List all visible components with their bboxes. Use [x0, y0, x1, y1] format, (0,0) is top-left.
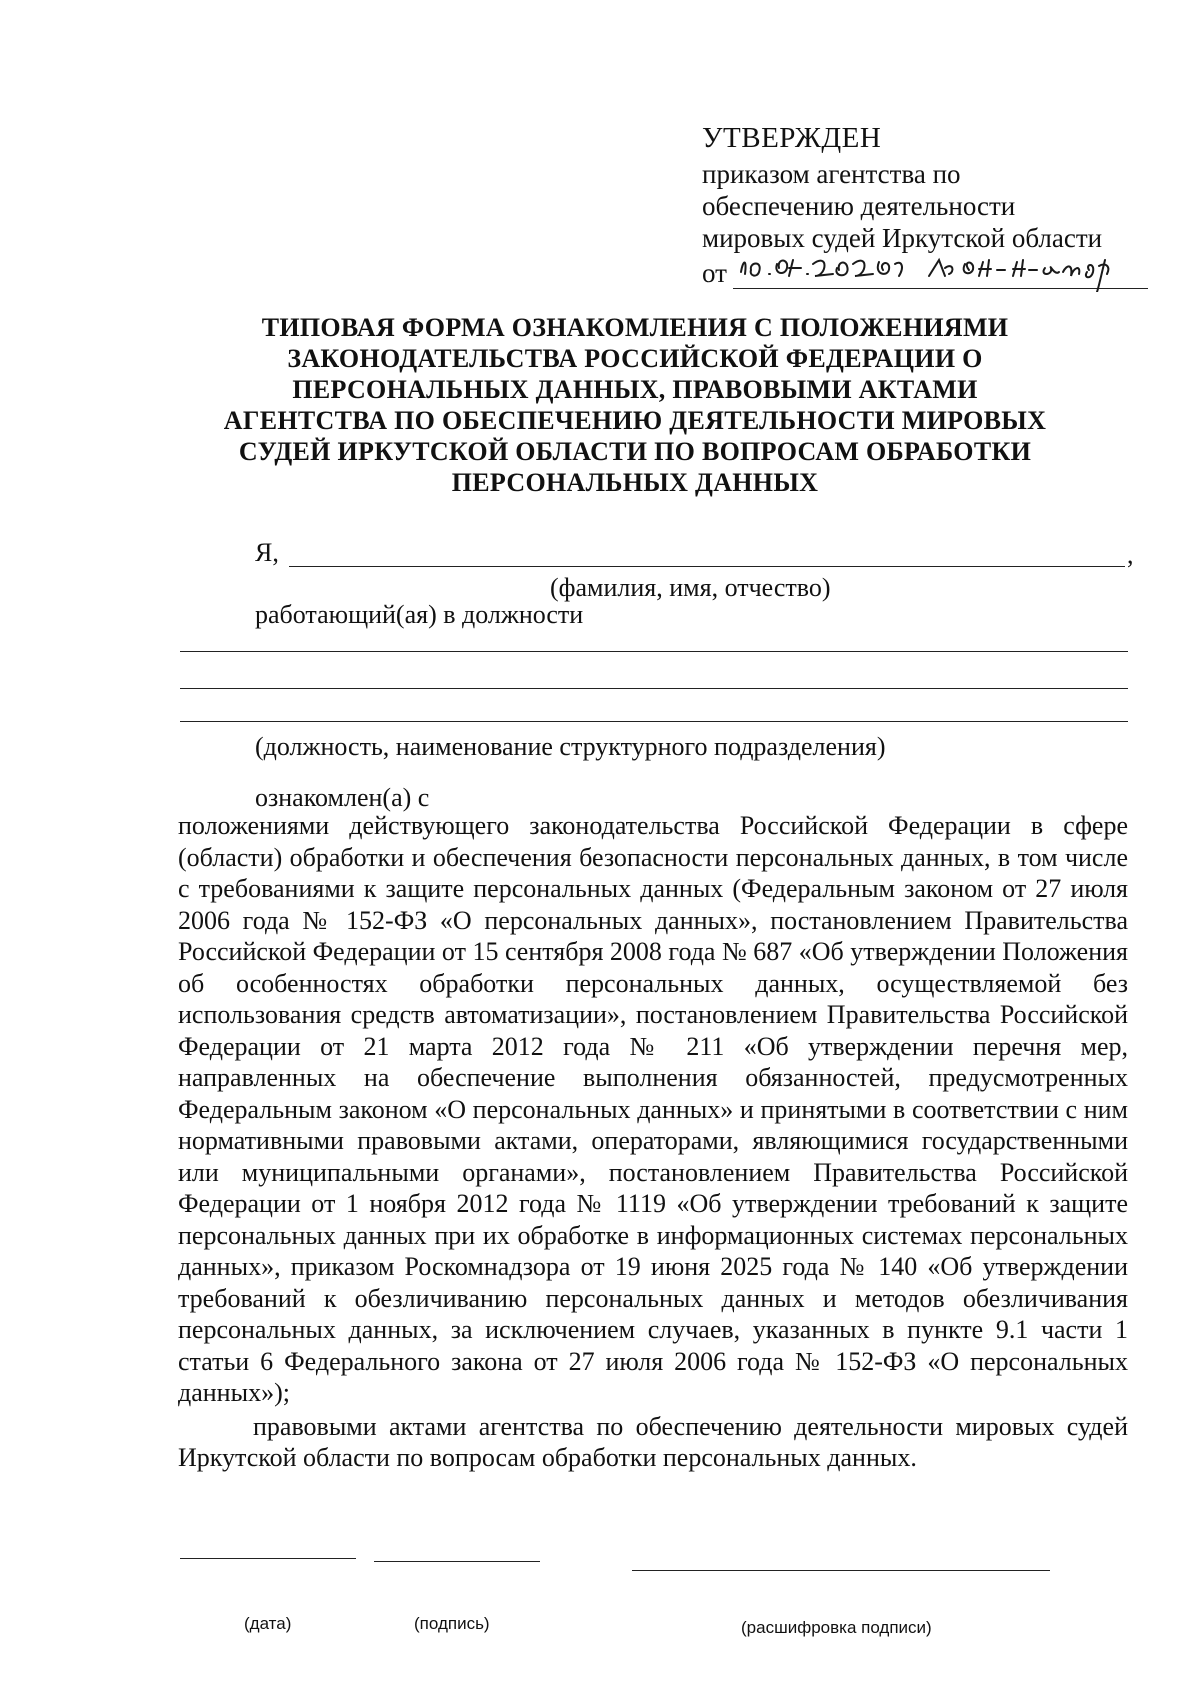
signature-blank-line[interactable]	[374, 1561, 540, 1562]
body-text	[178, 810, 1128, 1474]
position-blank-line-2[interactable]	[180, 688, 1128, 689]
approval-line-3: мировых судей Иркутской области	[702, 223, 1103, 253]
document-heading	[175, 312, 1095, 498]
heading-line-1: ТИПОВАЯ ФОРМА ОЗНАКОМЛЕНИЯ С ПОЛОЖЕНИЯМИ	[261, 313, 1009, 342]
date-blank-line[interactable]	[180, 1558, 356, 1559]
heading-line-3: ПЕРСОНАЛЬНЫХ ДАННЫХ, ПРАВОВЫМИ АКТАМИ	[292, 375, 978, 404]
signature-decoding-caption: (расшифровка подписи)	[741, 1618, 932, 1637]
heading-line-6: ПЕРСОНАЛЬНЫХ ДАННЫХ	[451, 468, 819, 497]
approval-line-1: приказом агентства по	[702, 159, 961, 189]
fio-blank-line[interactable]	[289, 566, 1125, 567]
position-blank-line-1[interactable]	[180, 651, 1128, 652]
body-paragraph-legislation: положениями действующего законодательства Российской Федерации в сфере (области) обработки и обеспечения безопасности персональных данных, в том числе с требованиями к защите персональных данных (Федеральным законом от 27 июля 2006 года № 152-ФЗ «О персональных данных», постановлением Правительства Российской Федерации от 15 сентября 2008 года № 687 «Об утверждении Положения об особенностях обработки персональных данных, осуществляемой без использования средств автоматизации», постановлением Правительства Российской Федерации от 21 марта 2012 года № 211 «Об утверждении перечня мер, направленных на обеспечение выполнения обязанностей, предусмотренных Федеральным законом «О персональных данных» и принятыми в соответствии с ним нормативными правовыми актами, операторами, являющимися государственными или муниципальными органами», постановлением Правительства Российской Федерации от 1 ноября 2012 года № 1119 «Об утверждении требований к защите персональных данных при их обработке в информационных системах персональных данных», приказом Роскомнадзора от 19 июня 2025 года № 140 «Об утверждении требований к обезличиванию персональных данных и методов обезличивания персональных данных, за исключением случаев, указанных в пункте 9.1 части 1 статьи 6 Федерального закона от 27 июля 2006 года № 152-ФЗ «О персональных данных»);	[178, 811, 1128, 1407]
approval-date-row	[702, 256, 1148, 289]
fio-comma: ,	[1127, 540, 1134, 569]
position-caption: (должность, наименование структурного подразделения)	[255, 732, 886, 761]
acquainted-intro: ознакомлен(а) с	[255, 783, 430, 812]
handwritten-order-field	[733, 256, 1148, 289]
signature-decoding-blank-line[interactable]	[632, 1570, 1050, 1571]
heading-line-2: ЗАКОНОДАТЕЛЬСТВА РОССИЙСКОЙ ФЕДЕРАЦИИ О	[287, 344, 983, 373]
position-label: работающий(ая) в должности	[255, 600, 584, 629]
fio-caption: (фамилия, имя, отчество)	[550, 573, 831, 602]
approval-from-label: от	[702, 258, 727, 288]
approval-block	[702, 122, 1148, 289]
heading-line-5: СУДЕЙ ИРКУТСКОЙ ОБЛАСТИ ПО ВОПРОСАМ ОБРАБОТКИ	[238, 437, 1032, 466]
signature-caption: (подпись)	[414, 1614, 490, 1633]
handwritten-signature	[733, 242, 1148, 292]
approval-line-2: обеспечению деятельности	[702, 191, 1016, 221]
body-paragraph-agency-acts: правовыми актами агентства по обеспечению деятельности мировых судей Иркутской области по вопросам обработки персональных данных.	[178, 1411, 1128, 1472]
position-blank-line-3[interactable]	[180, 721, 1128, 722]
ya-label: Я,	[255, 538, 279, 567]
fio-field-row	[255, 538, 1135, 572]
approval-title: УТВЕРЖДЕН	[702, 122, 882, 154]
date-caption: (дата)	[244, 1614, 292, 1633]
heading-line-4: АГЕНТСТВА ПО ОБЕСПЕЧЕНИЮ ДЕЯТЕЛЬНОСТИ МИРОВЫХ	[223, 406, 1047, 435]
